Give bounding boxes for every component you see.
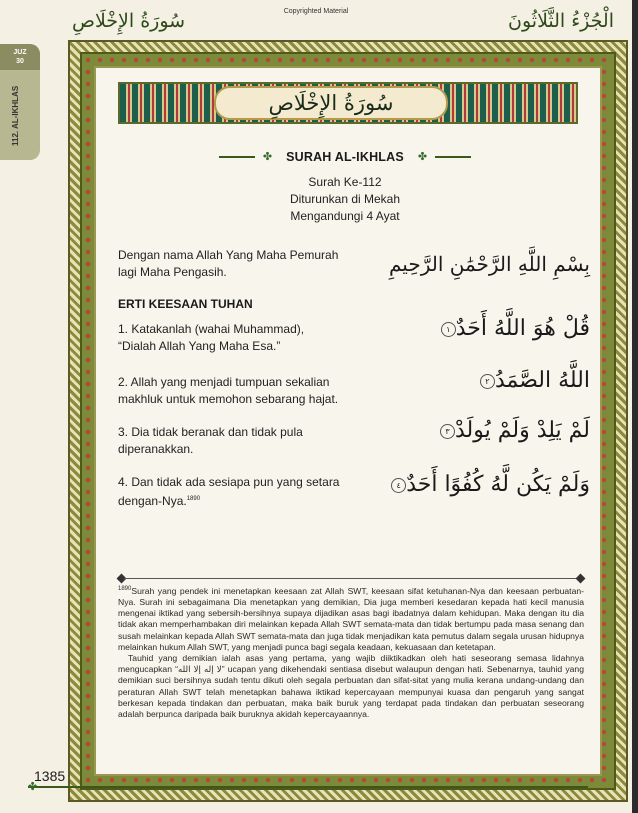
footnote-paragraph-1: $^{1890}$Surah yang pendek ini menetapkan keesaan zat Allah SWT, keesaan sifat ketuhanan-Nya dan keesaan perbuatan-Nya. Surah ini sebagaimana Dia menetapkan yang demikian, Dia juga memberi kesedaran kepada hati kecil manusia mengenai iktikad yang sebersih-bersihnya supaya dijadikan asas bagi ibadatnya dalam kehidupan. Maka dengan itu dia tidak akan memperhambakan diri melainkan kepada Allah SWT semata-mata dan tidak bertumpu pada masa senang dan susah melainkan kepada Allah SWT semata-mata dan juga tidak menjadikan kata pemutus dalam segala urusan hidupnya melainkan hukum Allah SWT, yang menjadi punca bagi segala keadaan, kekuasaan dan ketetapan. — [118, 585, 584, 652]
surah-revelation-place: Diturunkan di Mekah — [289, 192, 401, 206]
banner-arabic-title: سُورَةُ الإِخْلَاصِ — [214, 86, 448, 120]
verse-3-arabic — [434, 418, 590, 443]
verse-2-translation: 2. Allah yang menjadi tumpuan sekalian makhluk untuk memohon sebarang hajat. — [118, 375, 339, 406]
verse-arabic-text: وَلَمْ يَكُن لَّهُ كُفُوًا أَحَدٌ — [406, 472, 590, 497]
basmala-translation: Dengan nama Allah Yang Maha Pemurah lagi Maha Pengasih. — [118, 248, 339, 279]
title-rule-right — [435, 156, 471, 158]
juz-number: 30 — [16, 58, 24, 65]
verse-1-arabic — [435, 316, 590, 341]
juz-side-label: 112. AL-IKHLAS — [11, 85, 20, 147]
section-heading: ERTI KEESAAN TUHAN — [118, 297, 253, 311]
header-surah-name: سُورَةُ الإِخْلَاصِ — [72, 10, 186, 32]
verse-4-translation — [118, 474, 340, 510]
diamond-icon — [576, 574, 586, 584]
ayah-number-icon: ٤ — [391, 478, 406, 493]
surah-number: Surah Ke-112 — [308, 175, 382, 189]
verse-2-arabic — [474, 368, 590, 393]
verse-3-translation: 3. Dia tidak beranak dan tidak pula diperanakkan. — [118, 425, 303, 456]
footnote-paragraph-2: Tauhid yang demikian ialah asas yang pertama, yang wajib diiktikadkan oleh hati seseorang semasa lidahnya mengucapkan “لا إله إلا الله” ucapan yang dikehendaki sentiasa disebut walaupun dengan hati. Sebenarnya, tauhid yang demikian suci bersihnya sudah tentu dikuti oleh segala perbuatan dan sifat-sitat yang mulia kerana undang-undang dan peraturan Allah SWT telah menetapkan bahawa iktikad kepercayaan mempunyai kuasa dan pengaruh yang sangat berkesan kepada tindakan dan perbuatan, maka baik buruk yang terdapat pada tindakan dan perbuatan seseorang adalah berpunca daripada baik buruknya akidah kepercayaannya. — [118, 653, 584, 720]
footnote — [118, 584, 584, 720]
verse-4-text: 4. Dan tidak ada sesiapa pun yang setara dengan-Nya. — [118, 475, 340, 508]
footnote-reference[interactable]: 1890 — [186, 496, 201, 502]
ayah-number-icon: ٢ — [480, 374, 495, 389]
bottom-rule — [28, 786, 588, 788]
verse-arabic-text: اللَّهُ الصَّمَدُ — [494, 368, 590, 393]
verse-arabic-text: قُلْ هُوَ اللَّهُ أَحَدٌ — [455, 316, 590, 341]
footnote-divider — [118, 575, 584, 583]
title-rule-left — [219, 156, 255, 158]
header-juz-name: الْجُزْءُ الثَّلَاثُونَ — [508, 10, 614, 32]
juz-label: JUZ — [13, 49, 27, 56]
surah-title: SURAH AL-IKHLAS — [286, 150, 404, 164]
copyright-notice: Copyrighted Material — [283, 8, 349, 15]
verse-4-arabic — [385, 472, 590, 497]
basmala-arabic: بِسْمِ اللَّهِ الرَّحْمَٰنِ الرَّحِيمِ — [388, 252, 590, 276]
flower-ornament-icon: ✤ — [28, 780, 38, 793]
verse-1-translation: 1. Katakanlah (wahai Muhammad), “Dialah Allah Yang Maha Esa.” — [118, 322, 305, 353]
verse-arabic-text: لَمْ يَلِدْ وَلَمْ يُولَدْ — [455, 418, 590, 443]
ayah-number-icon: ٣ — [440, 424, 455, 439]
flower-ornament-icon: ✤ — [417, 150, 428, 163]
flower-ornament-icon: ✤ — [262, 150, 273, 163]
footnote-number: 1890 — [118, 586, 132, 592]
surah-title-row — [200, 148, 490, 166]
ayah-number-icon: ١ — [441, 322, 456, 337]
page-number: 1385 — [34, 768, 66, 784]
scan-edge — [632, 0, 638, 813]
surah-verse-count: Mengandungi 4 Ayat — [290, 209, 400, 223]
juz-badge — [0, 44, 40, 70]
